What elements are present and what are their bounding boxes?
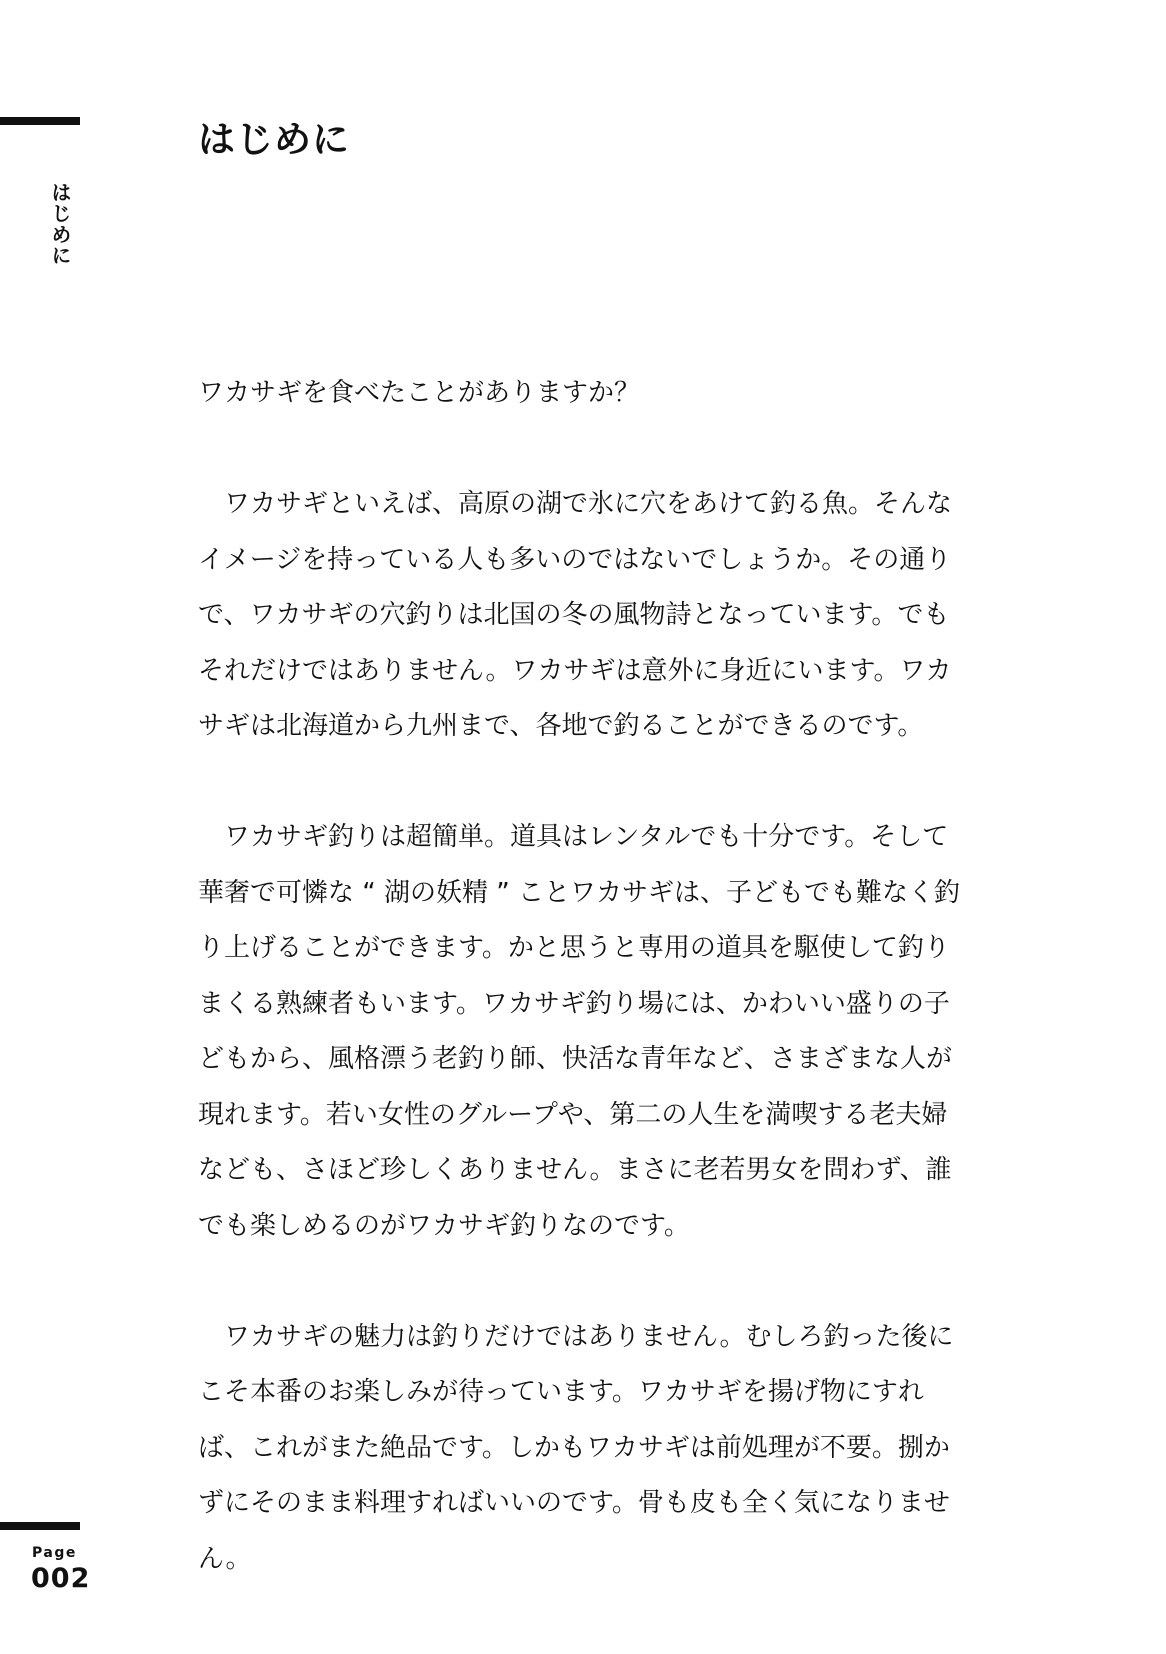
footer-rule xyxy=(0,1522,80,1530)
section-side-label: はじめに xyxy=(48,182,72,266)
top-section-rule xyxy=(0,117,80,125)
paragraph-2: ワカサギ釣りは超簡単。道具はレンタルでも十分です。そして華奢で可憐な “ 湖の妖精 ” ことワカサギは、子どもでも難なく釣り上げることができます。かと思うと専用の道具を駆使して釣りまくる熟練者もいます。ワカサギ釣り場には、かわいい盛りの子どもから、風格漂う老釣り師、快活な青年など、さまざまな人が現れます。若い女性のグループや、第二の人生を満喫する老夫婦なども、さほど珍しくありません。まさに老若男女を問わず、誰でも楽しめるのがワカサギ釣りなのです。 xyxy=(198,822,960,1241)
body-text xyxy=(198,366,973,1643)
page-number: 002 xyxy=(31,1563,91,1594)
paragraph-3: ワカサギの魅力は釣りだけではありません。むしろ釣った後にこそ本番のお楽しみが待っています。ワカサギを揚げ物にすれば、これがまた絶品です。しかもワカサギは前処理が不要。捌かずにそのまま料理すればいいのです。骨も皮も全く気になりません。 xyxy=(198,1321,954,1574)
intro-question: ワカサギを食べたことがありますか？ xyxy=(198,378,641,408)
page-title: はじめに xyxy=(198,118,350,161)
page-label: Page xyxy=(32,1545,77,1561)
paragraph-1: ワカサギといえば、高原の湖で氷に穴をあけて釣る魚。そんなイメージを持っている人も多いのではないでしょうか。その通りで、ワカサギの穴釣りは北国の冬の風物詩となっています。でもそれだけではありません。ワカサギは意外に身近にいます。ワカサギは北海道から九州まで、各地で釣ることができるのです。 xyxy=(198,489,953,741)
